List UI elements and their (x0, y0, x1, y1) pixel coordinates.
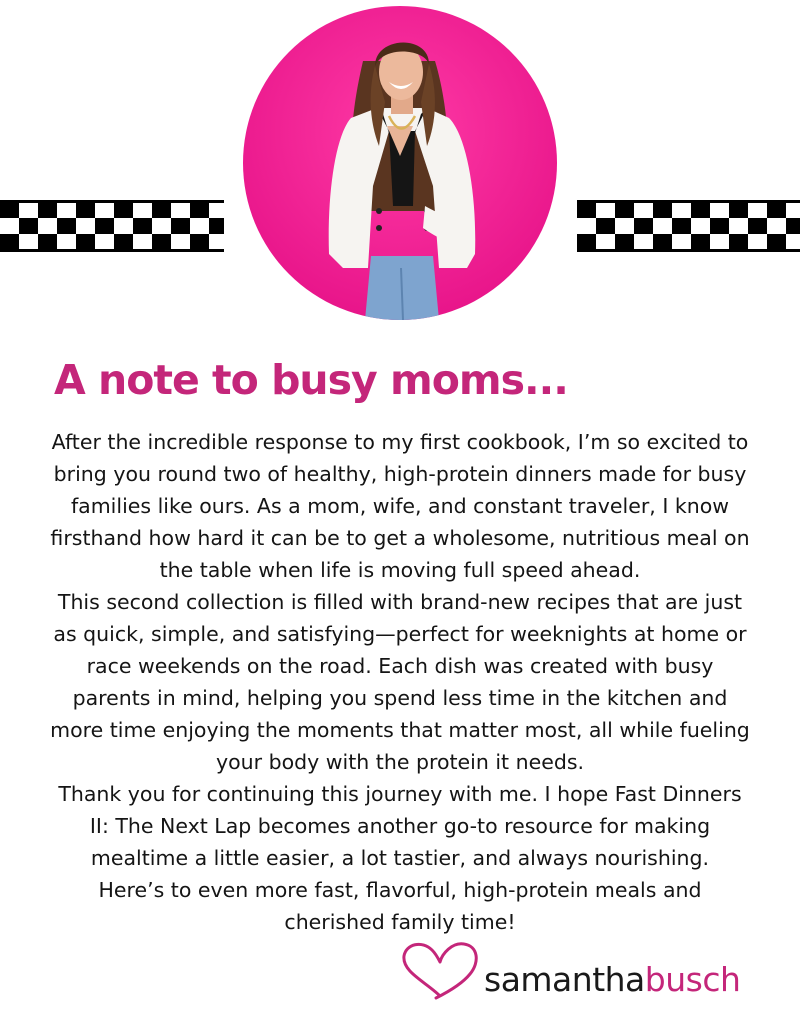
checkered-flag-right-icon (577, 200, 800, 252)
signature-first-name: samantha (484, 960, 645, 999)
note-paragraph: Thank you for continuing this journey with me. I hope Fast Dinners II: The Next Lap becomes another go-to resource for making mealtime a little easier, a lot tastier, and always nourishing. (58, 782, 742, 870)
note-paragraph: This second collection is filled with brand-new recipes that are just as quick, simple, and satisfying—perfect for weeknights at home or race weekends on the road. Each dish was created with busy parents in mind, helping you spend less time in the kitchen and more time enjoying the moments that matter most, all while fueling your body with the protein it needs. (50, 590, 750, 774)
signature-last-name: busch (644, 960, 741, 999)
note-paragraph: After the incredible response to my first cookbook, I’m so excited to bring you round two of healthy, high-protein dinners made for busy families like ours. As a mom, wife, and constant traveler, I know firsthand how hard it can be to get a wholesome, nutritious meal on the table when life is moving full speed ahead. (50, 430, 750, 582)
author-portrait (243, 6, 557, 320)
heart-icon (396, 936, 482, 1000)
page-title: A note to busy moms... (54, 356, 568, 404)
note-paragraph: Here’s to even more fast, flavorful, high-protein meals and cherished family time! (98, 878, 702, 934)
checkered-flag-left-icon (0, 200, 224, 252)
signature-logo (396, 936, 741, 1004)
signature-name (484, 960, 740, 999)
note-body (50, 426, 750, 938)
